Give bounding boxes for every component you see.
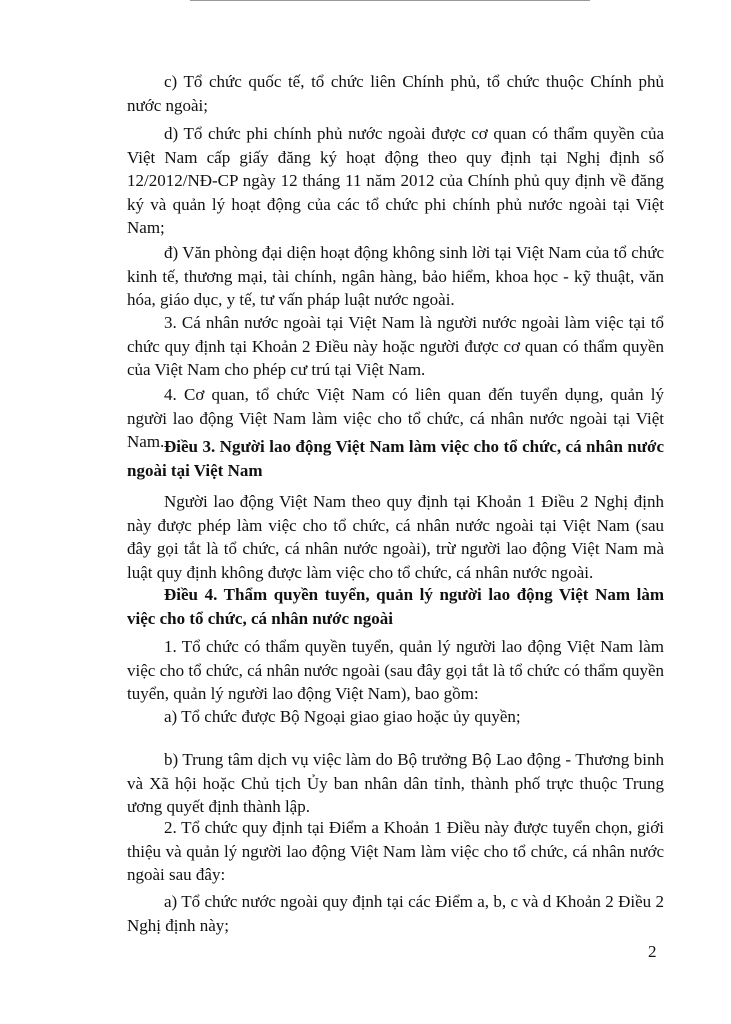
paragraph-4-1b: b) Trung tâm dịch vụ việc làm do Bộ trưởng Bộ Lao động - Thương binh và Xã hội hoặc Chủ tịch Ủy ban nhân dân tỉnh, thành phố trực thuộc Trung ương quyết định thành lập. — [127, 750, 664, 816]
article-3-heading: Điều 3. Người lao động Việt Nam làm việc cho tổ chức, cá nhân nước ngoài tại Việt Nam — [127, 437, 664, 480]
article-3-body: Người lao động Việt Nam theo quy định tại Khoản 1 Điều 2 Nghị định này được phép làm việc cho tổ chức, cá nhân nước ngoài tại Việt Nam (sau đây gọi tắt là tổ chức, cá nhân nước ngoài), trừ người lao động Việt Nam mà luật quy định không được làm việc cho tổ chức, cá nhân nước ngoài. — [127, 492, 664, 582]
paragraph-4-1: 1. Tổ chức có thẩm quyền tuyển, quản lý người lao động Việt Nam làm việc cho tổ chức, cá nhân nước ngoài (sau đây gọi tắt là tổ chức có thẩm quyền tuyển, quản lý người lao động Việt Nam), bao gồm: — [127, 637, 665, 703]
paragraph-4-1a: a) Tổ chức được Bộ Ngoại giao giao hoặc ủy quyền; — [164, 707, 521, 726]
page-number: 2 — [648, 942, 657, 961]
top-rule — [190, 0, 590, 1]
paragraph-4-2: 2. Tổ chức quy định tại Điểm a Khoản 1 Điều này được tuyển chọn, giới thiệu và quản lý người lao động Việt Nam làm việc cho tổ chức, cá nhân nước ngoài sau đây: — [127, 818, 664, 884]
paragraph-2d: d) Tổ chức phi chính phủ nước ngoài được cơ quan có thẩm quyền của Việt Nam cấp giấy đăng ký hoạt động theo quy định tại Nghị định số 12/2012/NĐ-CP ngày 12 tháng 11 năm 2012 của Chính phủ quy định về đăng ký và quản lý hoạt động của các tổ chức phi chính phủ nước ngoài tại Việt Nam; — [127, 124, 664, 237]
article-4-heading: Điều 4. Thẩm quyền tuyển, quản lý người lao động Việt Nam làm việc cho tổ chức, cá nhân nước ngoài — [127, 585, 664, 628]
paragraph-2-3: 3. Cá nhân nước ngoài tại Việt Nam là người nước ngoài làm việc tại tổ chức quy định tại Khoản 2 Điều này hoặc người được cơ quan có thẩm quyền của Việt Nam cho phép cư trú tại Việt Nam. — [127, 313, 664, 379]
paragraph-2-4: 4. Cơ quan, tổ chức Việt Nam có liên quan đến tuyển dụng, quản lý người lao động Việt Nam làm việc cho tổ chức, cá nhân nước ngoài tại Việt Nam. — [127, 385, 664, 451]
paragraph-4-2a: a) Tổ chức nước ngoài quy định tại các Điểm a, b, c và d Khoản 2 Điều 2 Nghị định này; — [127, 892, 664, 935]
paragraph-2c: c) Tổ chức quốc tế, tổ chức liên Chính phủ, tổ chức thuộc Chính phủ nước ngoài; — [127, 72, 664, 115]
paragraph-2dd: đ) Văn phòng đại diện hoạt động không sinh lời tại Việt Nam của tổ chức kinh tế, thương mại, tài chính, ngân hàng, bảo hiểm, khoa học - kỹ thuật, văn hóa, giáo dục, y tế, tư vấn pháp luật nước ngoài. — [127, 243, 664, 309]
